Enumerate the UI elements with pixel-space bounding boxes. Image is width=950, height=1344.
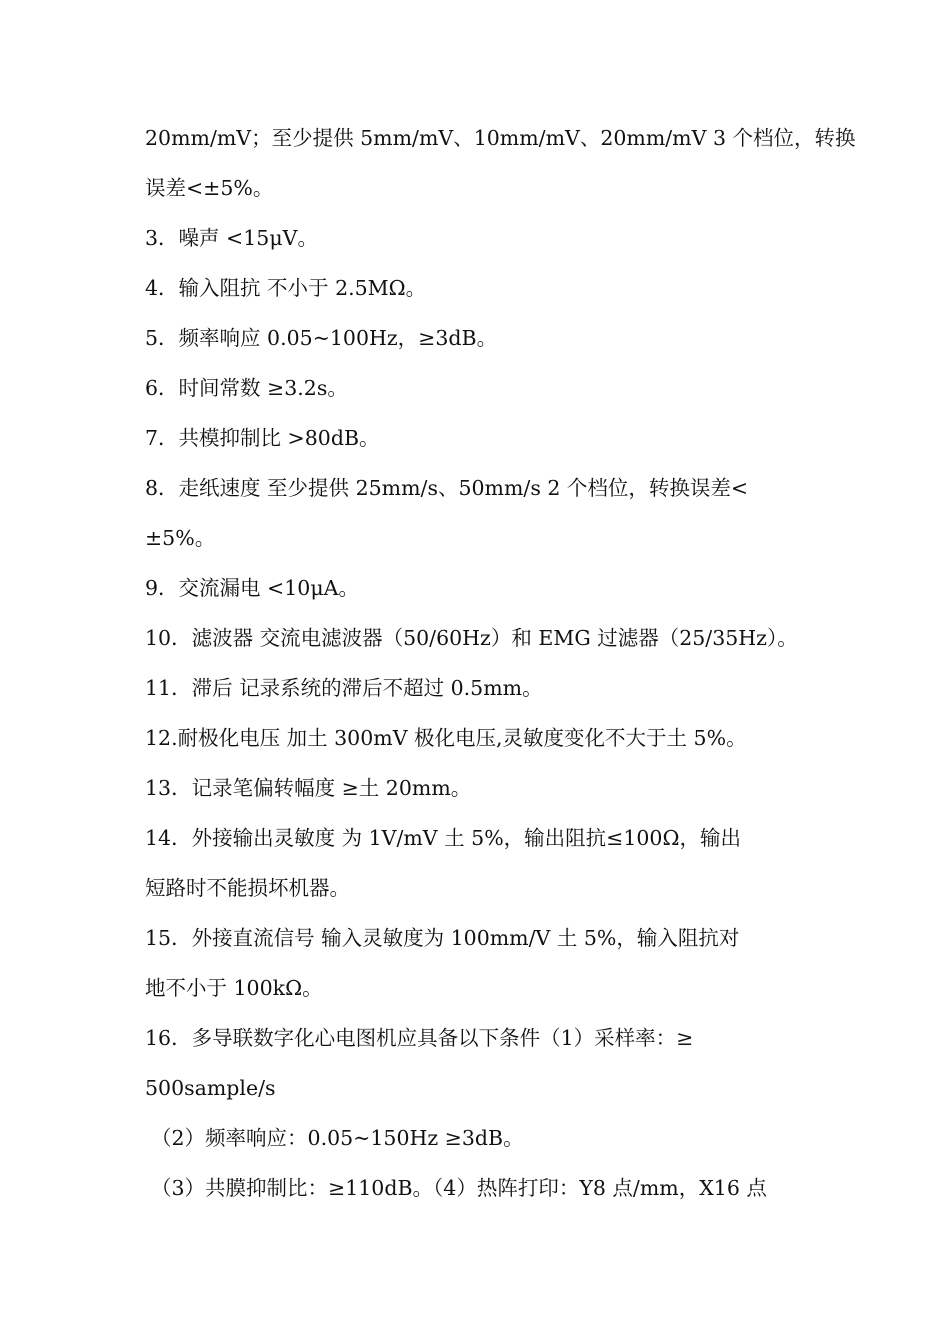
text-line: 3．噪声 <15μV。 [145, 226, 318, 250]
text-line: 10．滤波器 交流电滤波器（50/60Hz）和 EMG 过滤器（25/35Hz）。 [145, 626, 798, 650]
text-line: （2）频率响应：0.05~150Hz ≥3dB。 [151, 1126, 524, 1150]
text-line: 6．时间常数 ≥3.2s。 [145, 376, 348, 400]
text-line: 8．走纸速度 至少提供 25mm/s、50mm/s 2 个档位，转换误差< [145, 476, 749, 500]
text-line: 误差<±5%。 [145, 176, 274, 200]
text-line: 14．外接输出灵敏度 为 1V/mV 土 5%，输出阻抗≤100Ω，输出 [145, 826, 741, 850]
text-line: 4．输入阻抗 不小于 2.5MΩ。 [145, 276, 427, 300]
text-line: 5．频率响应 0.05~100Hz，≥3dB。 [145, 326, 498, 350]
text-line: 11．滞后 记录系统的滞后不超过 0.5mm。 [145, 676, 543, 700]
text-line: （3）共膜抑制比：≥110dB。（4）热阵打印：Y8 点/mm，X16 点 [151, 1176, 767, 1200]
text-line: ±5%。 [145, 526, 216, 550]
text-line: 13．记录笔偏转幅度 ≥土 20mm。 [145, 776, 472, 800]
document-body [145, 113, 856, 1213]
text-line: 7．共模抑制比 >80dB。 [145, 426, 380, 450]
text-line: 地不小于 100kΩ。 [145, 976, 323, 1000]
text-line: 15．外接直流信号 输入灵敏度为 100mm/V 土 5%，输入阻抗对 [145, 926, 740, 950]
text-line: 12.耐极化电压 加土 300mV 极化电压,灵敏度变化不大于土 5%。 [145, 726, 747, 750]
text-line: 20mm/mV；至少提供 5mm/mV、10mm/mV、20mm/mV 3 个档位，转换 [145, 126, 856, 150]
text-line: 500sample/s [145, 1076, 276, 1100]
text-line: 16．多导联数字化心电图机应具备以下条件（1）采样率：≥ [145, 1026, 694, 1050]
text-line: 短路时不能损坏机器。 [145, 876, 350, 900]
text-line: 9．交流漏电 <10μA。 [145, 576, 359, 600]
